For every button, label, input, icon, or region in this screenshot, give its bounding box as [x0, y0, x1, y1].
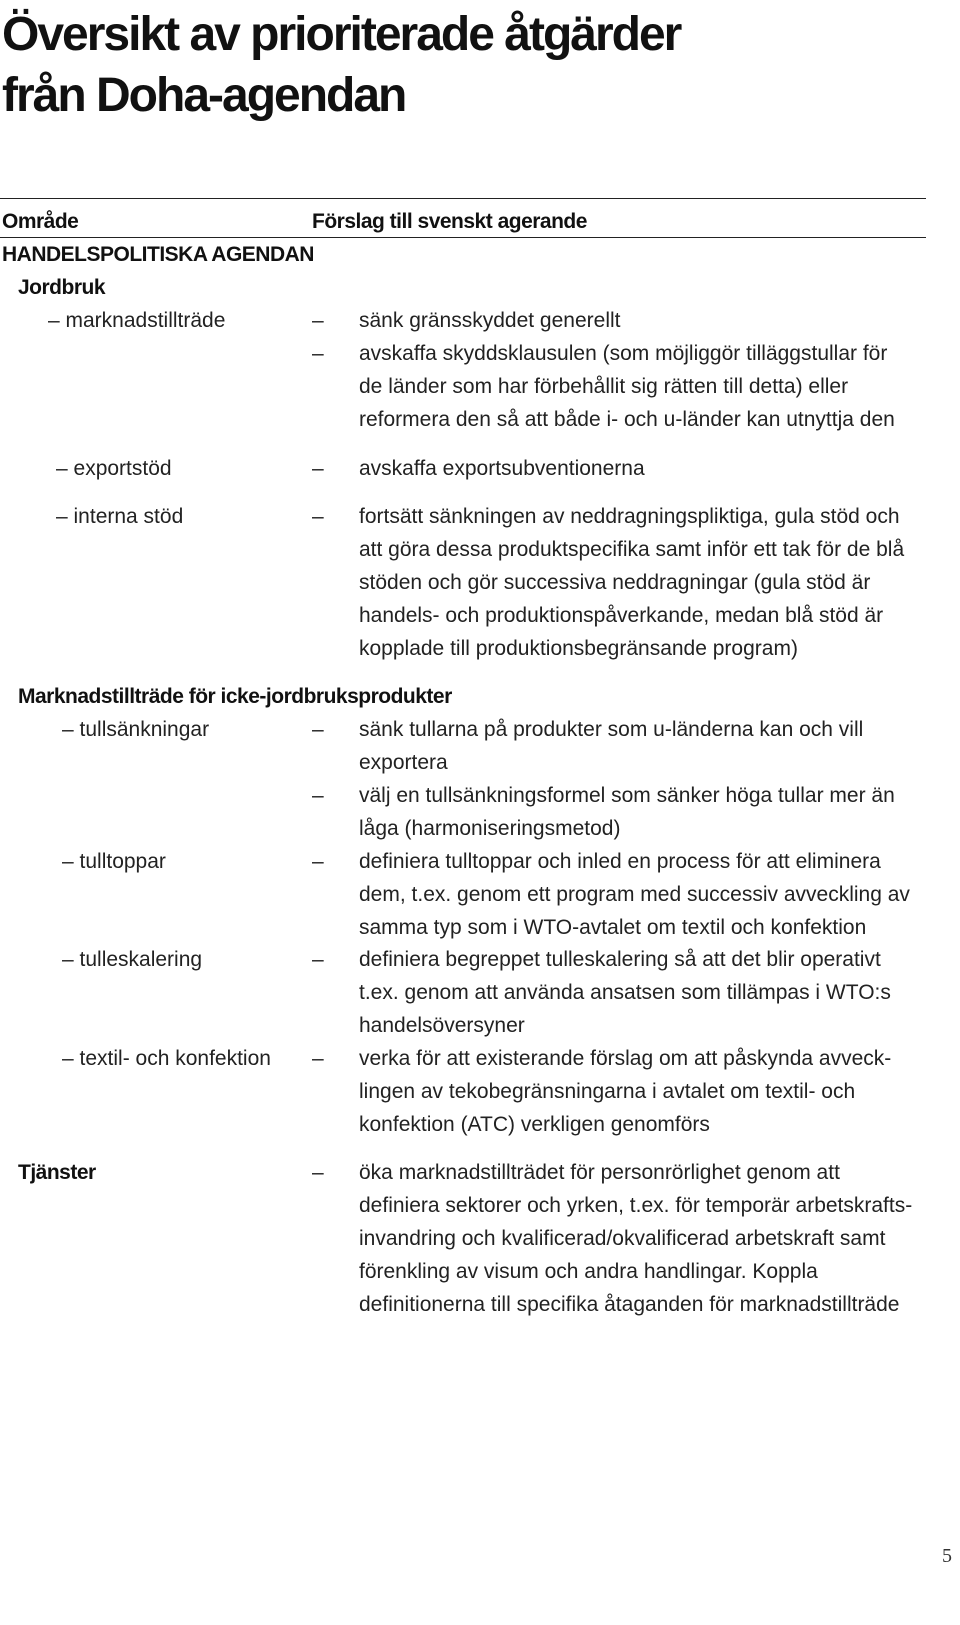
subsection-heading-icke-jordbruk: Marknadstillträde för icke-jordbruksprodukter	[18, 685, 452, 708]
title-line-1: Översikt av prioriterade åtgärder	[2, 8, 681, 61]
row-label-tulltoppar: – tulltoppar	[62, 850, 166, 873]
proposal-tulltoppar: definiera tulltoppar och inled en process för att eliminera dem, t.ex. genom ett program med successiv avveckling av samma typ som i WTO-avtalet om textil och konfektion	[359, 850, 910, 939]
list-dash: –	[312, 505, 324, 528]
proposal-tulleskalering: definiera begreppet tulleskalering så att det blir operativt t.ex. genom att använda ansatsen som tillämpas i WTO:s handelsöversyner	[359, 948, 891, 1037]
row-label-tulleskalering: – tulleskalering	[62, 948, 203, 971]
subsection-heading-tjanster: Tjänster	[18, 1161, 96, 1184]
row-label-interna-stod: – interna stöd	[56, 505, 184, 528]
proposal-marknadstilltrade-2: avskaffa skyddsklausulen (som möjliggör tilläggstullar för de länder som har förbehållit sig rätten till detta) eller reformera den så att både i- och u-länder kan utnyttja den	[359, 342, 895, 431]
list-dash: –	[312, 948, 324, 971]
row-label-tullsankningar: – tullsänkningar	[62, 718, 210, 741]
proposal-exportstod: avskaffa exportsubventionerna	[359, 457, 645, 480]
row-label-marknadstilltrade: – marknadstillträde	[48, 309, 226, 332]
list-dash: –	[312, 850, 324, 873]
proposal-tullsankningar-2: välj en tullsänkningsformel som sänker höga tullar mer än låga (harmoniseringsmetod)	[359, 784, 895, 840]
proposal-interna-stod: fortsätt sänkningen av neddragningspliktiga, gula stöd och att göra dessa produktspecifika samt inför ett tak för de blå stöden och gör successiva neddragningar (gula stöd är handels- och produktionspåverkande, medan blå stöd är kopplade till produktionsbegränsande program)	[359, 505, 905, 660]
proposal-tullsankningar-1: sänk tullarna på produkter som u-länderna kan och vill exportera	[359, 718, 864, 774]
list-dash: –	[312, 457, 324, 480]
list-dash: –	[312, 309, 324, 332]
proposal-tjanster: öka marknadstillträdet för personrörlighet genom att definiera sektorer och yrken, t.ex. för temporär arbetskrafts- invandring och kvalificerad/okvalificerad arbetskraft samt förenkling av visum och andra handlingar. Koppla definitionerna till specifika åtaganden för marknadstillträde	[359, 1161, 913, 1316]
list-dash: –	[312, 1161, 324, 1184]
row-label-exportstod: – exportstöd	[56, 457, 172, 480]
list-dash: –	[312, 718, 324, 741]
list-dash: –	[312, 1047, 324, 1070]
row-label-textil-konfektion: – textil- och konfektion	[62, 1047, 271, 1070]
page-title	[2, 4, 680, 126]
table-top-rule	[0, 198, 926, 199]
column-header-area: Område	[2, 210, 79, 233]
list-dash: –	[312, 784, 324, 807]
list-dash: –	[312, 342, 324, 365]
title-line-2: från Doha-agendan	[2, 69, 406, 122]
section-heading-handelspolitiska: HANDELSPOLITISKA AGENDAN	[2, 243, 314, 266]
proposal-textil-konfektion: verka för att existerande förslag om att påskynda avveck- lingen av tekobegränsningarna i avtalet om textil- och konfektion (ATC) verkligen genomförs	[359, 1047, 892, 1136]
column-header-proposal: Förslag till svenskt agerande	[312, 210, 587, 233]
proposal-marknadstilltrade-1: sänk gränsskyddet generellt	[359, 309, 621, 332]
subsection-heading-jordbruk: Jordbruk	[18, 276, 106, 299]
page-number: 5	[942, 1545, 952, 1567]
